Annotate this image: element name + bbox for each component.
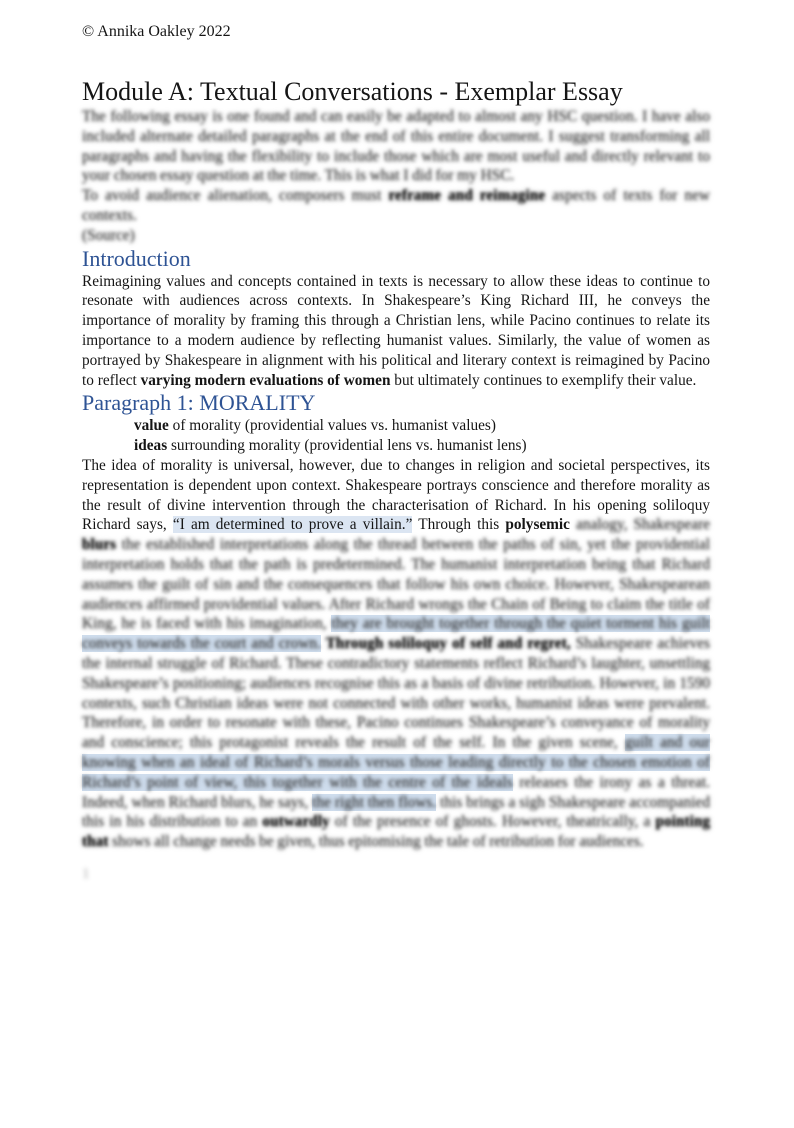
question-text-start: To avoid audience alienation, composers must [82,187,389,205]
question-text-end: aspects of texts for new contexts. [82,187,710,224]
outline-line-ideas [134,436,710,456]
blurred-bold-a: blurs [82,536,117,554]
blurred-segment-end2: of the presence of ghosts. However, theatrically, a [329,813,656,831]
blurred-source-citation [82,226,710,246]
outline-rest-value: of morality (providential values vs. humanist values) [168,417,496,435]
blurred-preface-text: The following essay is one found and can easily be adapted to almost any HSC question. I have also included alternate detailed paragraphs at the end of this entire document. I suggest transforming all paragraphs and having the flexibility to include those which are most useful and directly relevant to your chosen essay question at the time. This is what I did for my HSC. [82,108,710,185]
blurred-highlight-b1: guilt and our knowing when an ideal of Richard’s morals versus those leading directly to the chosen emotion of Richard’s point of view, this together with the centre of the ideals [82,734,710,791]
citation-text: (Source) [82,226,135,244]
blurred-preface-paragraph [82,107,710,186]
blurred-bold-end1: outwardly [262,813,330,831]
morality-highlighted-quote: “I am determined to prove a villain.” [172,516,413,534]
paragraph1-outline [82,416,710,456]
page-number: 1 [82,865,90,882]
blurred-segment-a1: analogy, Shakespeare [569,516,710,534]
section-heading-introduction: Introduction [82,245,191,271]
blurred-bold-b: Through soliloquy of self and regret, [320,635,576,653]
morality-bold-term: polysemic [505,516,570,534]
morality-paragraph [82,456,710,852]
outline-term-value: value [134,417,169,435]
section-heading-paragraph-1: Paragraph 1: MORALITY [82,390,316,416]
outline-line-value [134,416,710,436]
blurred-segment-end3: shows all change needs be given, thus epitomising the tale of retribution for audiences. [108,833,644,851]
introduction-text-end: but ultimately continues to exemplify their value. [390,371,697,389]
introduction-paragraph [82,272,710,391]
morality-text-start: The idea of morality is universal, however, due to changes in religion and societal perspectives, its representation is dependent upon context. Shakespeare portrays conscience and therefore morality as the result of divine intervention through the characterisation of Richard. In his opening soliloquy Richard says, [82,456,710,534]
question-bold-phrase: reframe and reimagine [388,187,546,205]
morality-text-mid: Through this [412,516,506,534]
blurred-essay-question [82,186,710,226]
blurred-segment-end1: this brings a sigh Shakespeare accompanied this in his distribution to an [82,793,710,831]
blurred-highlight-b2: the right then flows. [312,793,437,811]
outline-rest-ideas: surrounding morality (providential lens vs. humanist lens) [167,437,527,455]
introduction-text-start: Reimagining values and concepts contained in texts is necessary to allow these ideas to continue to resonate with audiences across contexts. In Shakespeare’s King Richard III, he conveys the importance of morality by framing this through a Christian lens, while Pacino continues to relate its importance to a modern audience by reflecting humanist values. Similarly, the value of women as portrayed by Shakespeare in alignment with his political and literary context is reimagined by Pacino to reflect [82,272,710,389]
blurred-segment-gap: releases the irony as a threat. Indeed, when Richard blurs, he says, [82,773,710,811]
introduction-bold-phrase: varying modern evaluations of women [140,371,391,389]
blurred-bold-end2: pointing that [82,813,711,851]
page-title: Module A: Textual Conversations - Exemplar Essay [82,77,623,106]
blurred-highlight-a: they are brought together through the quiet torment his guilt conveys towards the court and crown. [82,615,711,653]
copyright-line: © Annika Oakley 2022 [82,23,231,40]
outline-term-ideas: ideas [134,437,168,455]
blurred-segment-a2: the established interpretations along the thread between the paths of sin, yet the providential interpretation holds that the path is predetermined. The humanist interpretation being that Richard assumes the guilt of sin and the consequences that follow his own choice. However, Shakespearean audiences affirmed providential values. After Richard wrongs the Chain of Being to claim the title of King, he is faced with his imagination, [82,536,710,633]
blurred-segment-b: Shakespeare achieves the internal struggle of Richard. These contradictory statements reflect Richard’s laughter, unsettling Shakespeare’s positioning; audiences recognise this as a basis of divine retribution. However, in 1590 contexts, such Christian ideas were not connected with other works, humanist ideas were prevalent. Therefore, in order to resonate with these, Pacino continues Shakespeare’s conveyance of morality and conscience; this protagonist reveals the result of the self. In the given scene, [82,635,710,752]
